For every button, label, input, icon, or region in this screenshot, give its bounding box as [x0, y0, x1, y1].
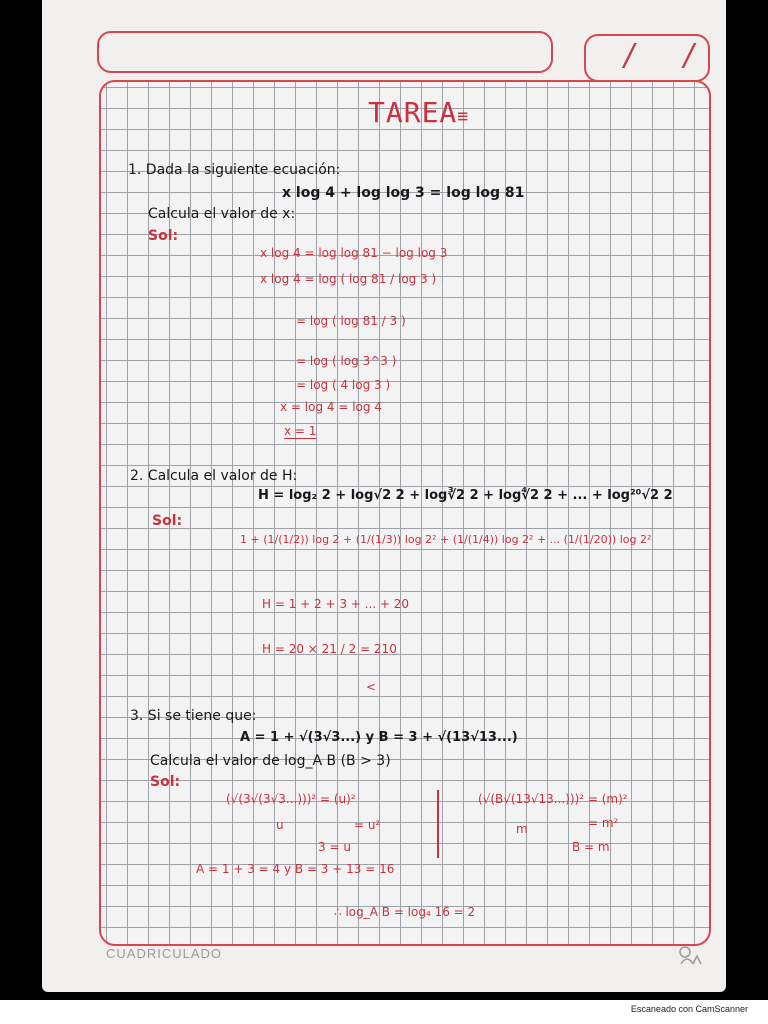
problem3-statement: 3. Si se tiene que: — [130, 708, 257, 724]
column-divider — [437, 790, 439, 858]
scanner-watermark: Escaneado con CamScanner — [630, 1004, 748, 1014]
problem3-left-step: = u² — [354, 818, 381, 832]
problem1-step: = log ( 4 log 3 ) — [296, 378, 391, 392]
problem3-right-step: m — [516, 822, 528, 836]
notebook-brand: CUADRICULADO — [106, 946, 223, 961]
problem3-right-step: B = m — [572, 840, 610, 854]
problem3-equation: A = 1 + √(3√3...) y B = 3 + √(13√13...) — [240, 730, 518, 745]
page-title — [368, 96, 469, 129]
problem1-equation: x log 4 + log log 3 = log log 81 — [282, 185, 525, 201]
brand-logo-icon — [675, 944, 705, 968]
problem1-step: x log 4 = log ( log 81 / log 3 ) — [260, 272, 437, 286]
problem1-step: = log ( log 81 / 3 ) — [296, 314, 406, 328]
title-text: TAREA — [368, 96, 458, 129]
problem2-step: H = 1 + 2 + 3 + ... + 20 — [262, 597, 410, 611]
problem2-equation: H = log₂ 2 + log√2 2 + log∛2 2 + log∜2 2 + ... + log²⁰√2 2 — [258, 488, 673, 503]
problem3-left-step: (√(3√(3√3...)))² = (u)² — [226, 792, 356, 806]
problem2-mark: < — [366, 680, 377, 694]
header-box — [97, 31, 553, 73]
problem3-ask: Calcula el valor de log_A B (B > 3) — [150, 753, 391, 769]
problem3-sol-label: Sol: — [150, 774, 181, 790]
problem3-left-step: u — [276, 818, 284, 832]
problem1-answer: x = 1 — [284, 424, 317, 438]
problem2-step: 1 + (1/(1/2)) log 2 + (1/(1/3)) log 2² + (1/(1/4)) log 2² + ... (1/(1/20)) log 2² — [240, 533, 652, 546]
problem1-sol-label: Sol: — [148, 228, 179, 244]
title-mark: ≡ — [457, 106, 470, 127]
problem3-left-step: 3 = u — [318, 840, 351, 854]
problem1-statement: 1. Dada la siguiente ecuación: — [128, 162, 341, 178]
problem2-step: H = 20 × 21 / 2 = 210 — [262, 642, 397, 656]
date-marks: / / — [624, 38, 714, 73]
problem3-right-step: = m² — [588, 816, 619, 830]
problem2-sol-label: Sol: — [152, 513, 183, 529]
problem1-step: x log 4 = log log 81 − log log 3 — [260, 246, 448, 260]
problem1-step: x = log 4 = log 4 — [280, 400, 382, 414]
problem3-right-step: (√(B√(13√13...)))² = (m)² — [478, 792, 628, 806]
problem3-final: ∴ log_A B = log₄ 16 = 2 — [334, 905, 476, 919]
problem1-ask: Calcula el valor de x: — [148, 206, 296, 222]
problem2-statement: 2. Calcula el valor de H: — [130, 468, 298, 484]
problem3-results: A = 1 + 3 = 4 y B = 3 + 13 = 16 — [196, 862, 395, 876]
problem1-step: = log ( log 3^3 ) — [296, 354, 397, 368]
